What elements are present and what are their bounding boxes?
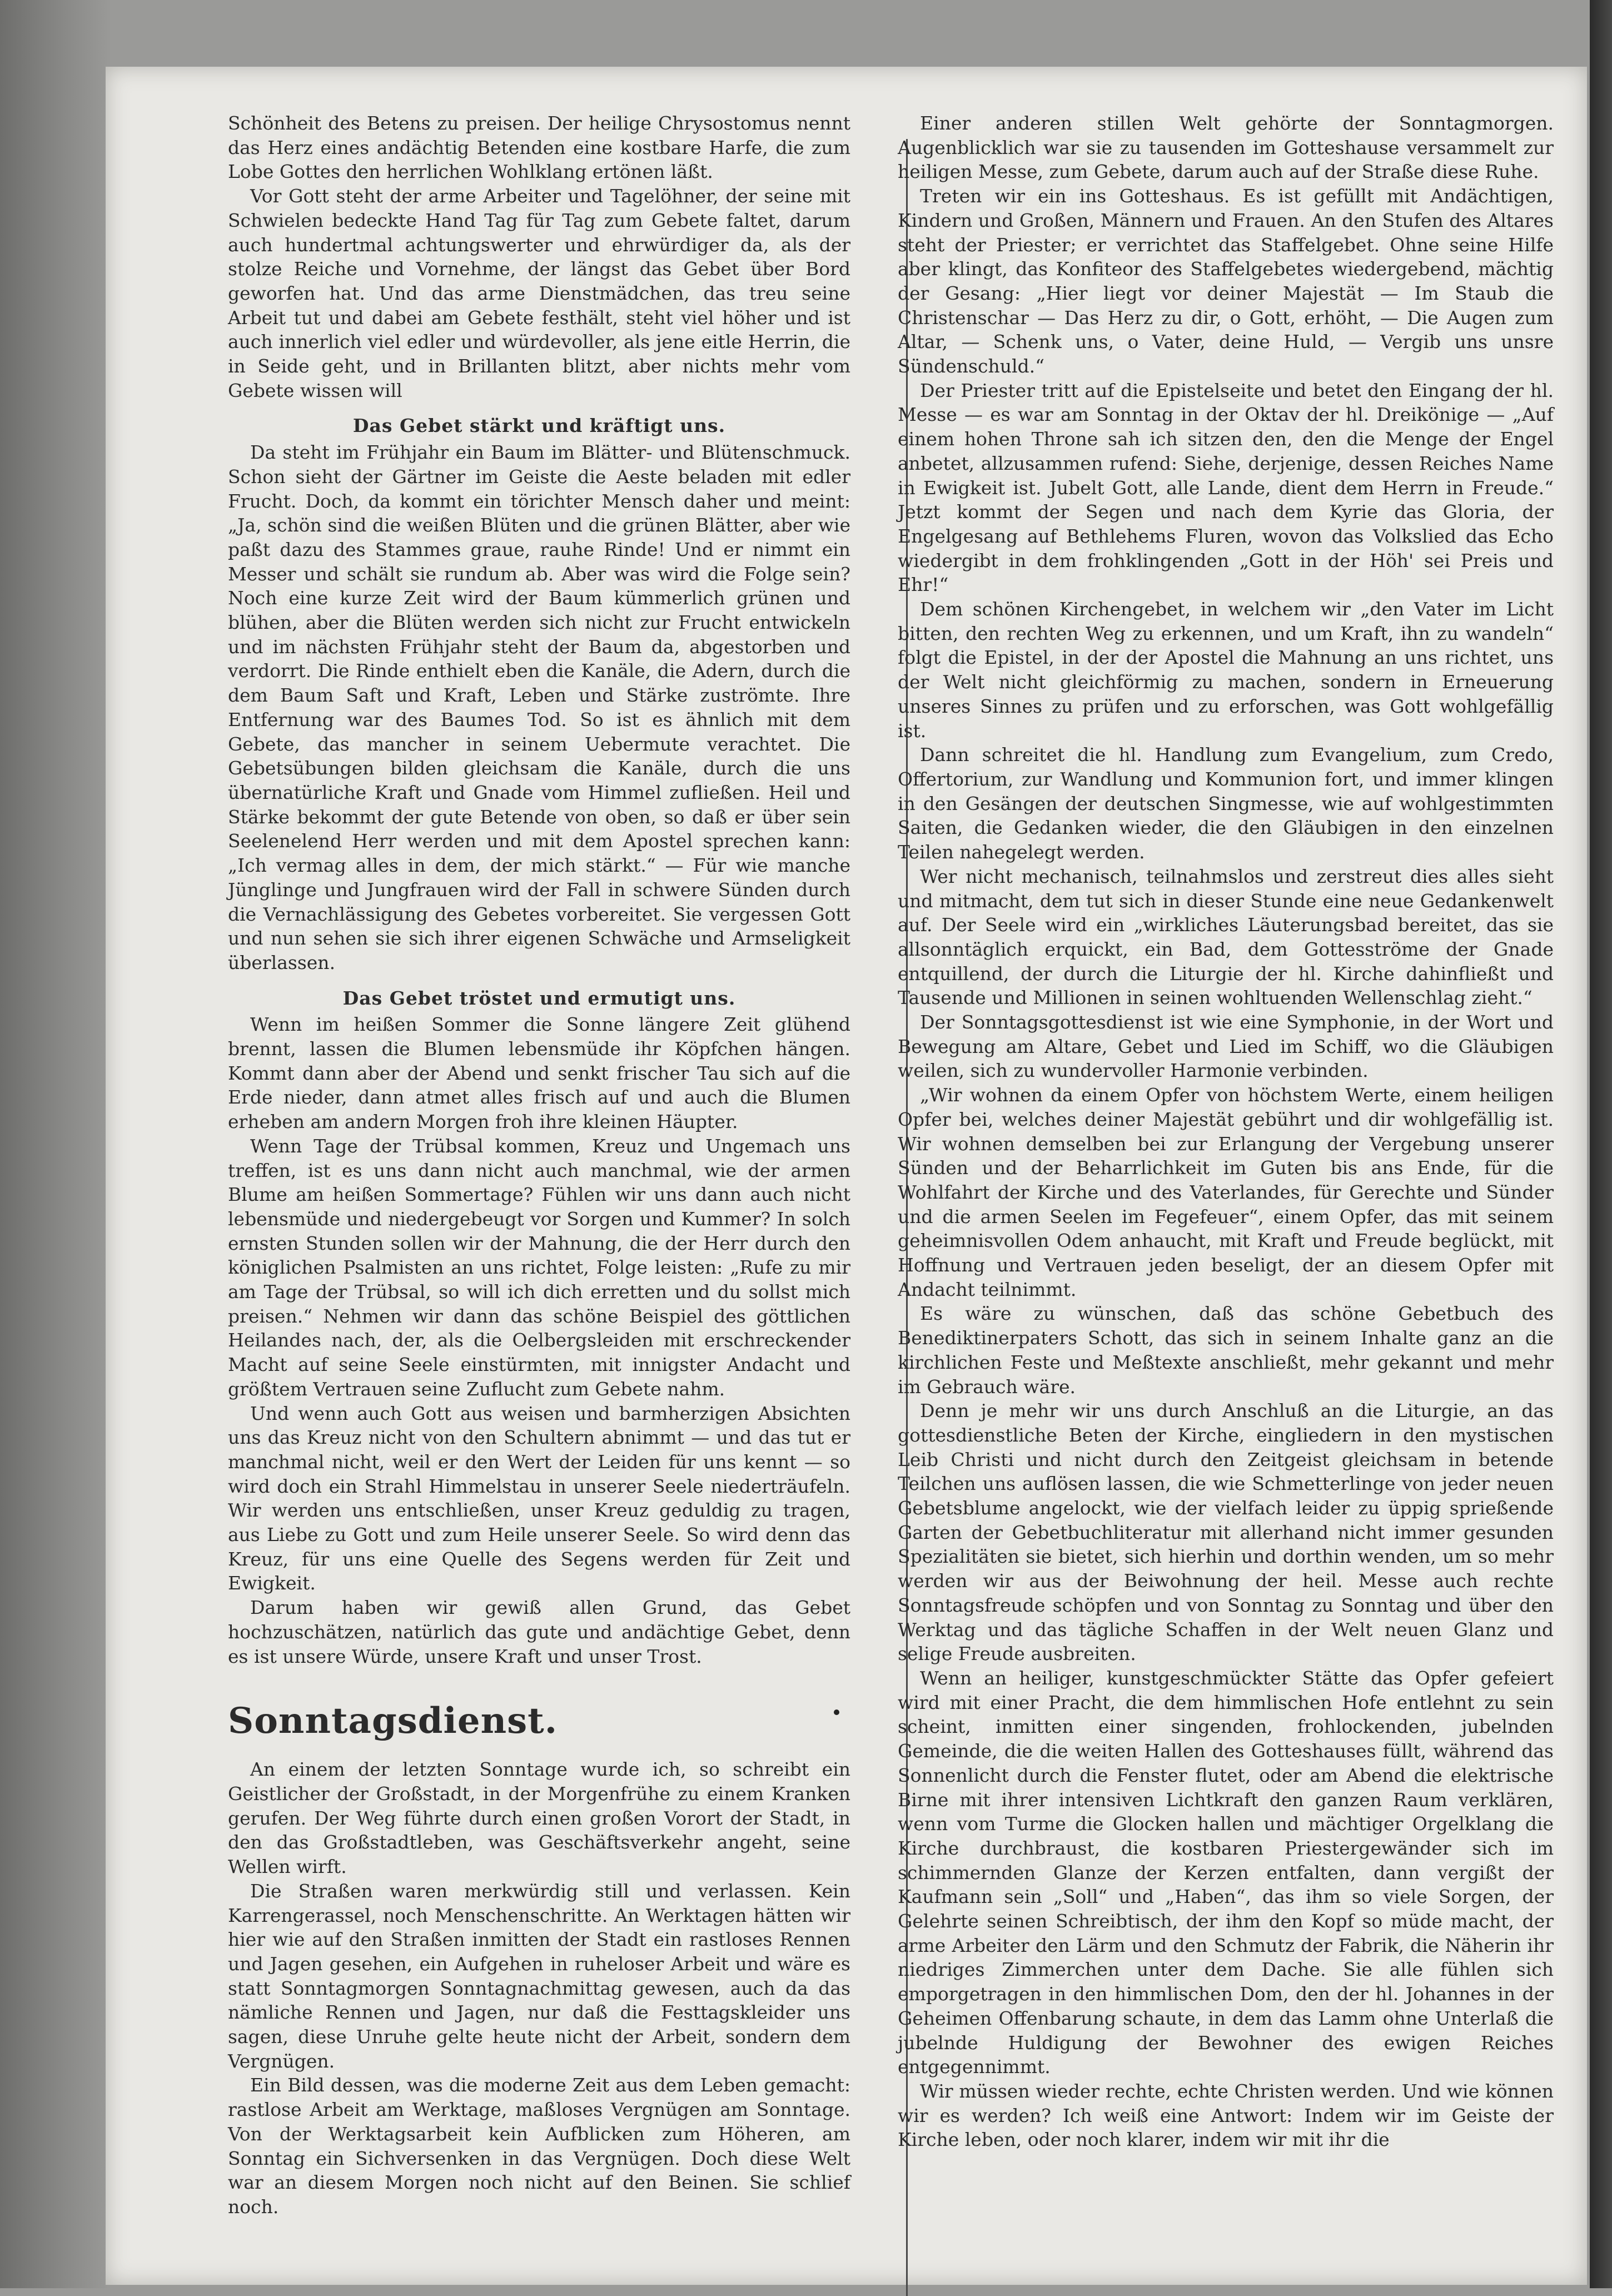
left-column [228,111,850,2219]
paragraph: Dem schönen Kirchengebet, in welchem wir „den Vater im Licht bitten, den rechten Weg zu erkennen, und um Kraft, ihn zu wandeln“ folgt die Epistel, in der der Apostel die Mahnung an uns richtet, uns der Welt nicht gleichförmig zu machen, sondern in Erneuerung unseres Sinnes zu prüfen und zu erforschen, was Gott wohlgefällig ist. [898,598,1554,742]
section-subheading: Das Gebet stärkt und kräftigt uns. [352,415,726,437]
scan-background-right [1590,0,1612,2288]
paragraph: Der Sonntagsgottesdienst ist wie eine Symphonie, in der Wort und Bewegung am Altare, Gebet und Lied im Schiff, wo die Gläubigen weilen, sich zu wundervoller Harmonie verbinden. [898,1011,1554,1082]
paragraph: Denn je mehr wir uns durch Anschluß an die Liturgie, an das gottesdienstliche Beten der Kirche, eingliedern in den mystischen Leib Christi und nicht durch den Zeitgeist gleichsam in betende Teilchen uns auflösen lassen, die wie Schmetterlinge von jeder neuen Gebetsblume angelockt, wie der vielfach leider zu üppig sprießende Garten der Gebetbuchliteratur mit allerhand nicht immer gesunden Spezialitäten sie bietet, sich hierhin und dorthin wenden, um so mehr werden wir aus der Beiwohnung der heil. Messe auch rechte Sonntagsfreude schöpfen und von Sonntag zu Sonntag und über den Werktag und das tägliche Schaffen in der Welt neuen Glanz und selige Freude ausbreiten. [898,1400,1554,1665]
paragraph: Der Priester tritt auf die Epistelseite und betet den Eingang der hl. Messe — es war am Sonntag in der Oktav der hl. Dreikönige — „Auf einem hohen Throne sah ich sitzen den, den die Menge der Engel anbetet, allzusammen rufend: Siehe, derjenige, dessen Reiches Name in Ewigkeit ist. Jubelt Gott, alle Lande, dient dem Herrn in Freude.“ Jetzt kommt der Segen und nach dem Kyrie das Gloria, der Engelgesang auf Bethlehems Fluren, wovon das Volkslied das Echo wiedergibt in dem frohklingenden „Gott in der Höh' sei Preis und Ehr!“ [898,379,1554,596]
paragraph: Wenn Tage der Trübsal kommen, Kreuz und Ungemach uns treffen, ist es uns dann nicht auch manchmal, wie der armen Blume am heißen Sommertage? Fühlen wir uns dann auch nicht lebensmüde und niedergebeugt vor Sorgen und Kummer? In solch ernsten Stunden sollen wir der Mahnung, die der Herr durch den königlichen Psalmisten an uns richtet, Folge leisten: „Rufe zu mir am Tage der Trübsal, so will ich dich erretten und du sollst mich preisen.“ Nehmen wir dann das schöne Beispiel des göttlichen Heilandes nach, der, als die Oelbergsleiden mit erschreckender Macht auf seine Seele einstürmten, mit innigster Andacht und größtem Vertrauen seine Zuflucht zum Gebete nahm. [228,1135,850,1400]
paragraph: Schönheit des Betens zu preisen. Der heilige Chrysostomus nennt das Herz eines andächtig Betenden eine kostbare Harfe, die zum Lobe Gottes den herrlichen Wohlklang ertönen läßt. [228,112,850,183]
paragraph: Einer anderen stillen Welt gehörte der Sonntagmorgen. Augenblicklich war sie zu tausenden im Gotteshause versammelt zur heiligen Messe, zum Gebete, darum auch auf der Straße diese Ruhe. [898,112,1554,183]
paragraph: Darum haben wir gewiß allen Grund, das Gebet hochzuschätzen, natürlich das gute und andächtige Gebet, denn es ist unsere Würde, unsere Kraft und unser Trost. [228,1597,850,1667]
paragraph: Dann schreitet die hl. Handlung zum Evangelium, zum Credo, Offertorium, zur Wandlung und Kommunion fort, und immer klingen in den Gesängen der deutschen Singmesse, wie auf wohlgestimmten Saiten, die Gedanken wieder, die den Gläubigen in den einzelnen Teilen nahegelegt werden. [898,744,1554,863]
paragraph: Vor Gott steht der arme Arbeiter und Tagelöhner, der seine mit Schwielen bedeckte Hand Tag für Tag zum Gebete faltet, darum auch hundertmal achtungswerter und ehrwürdiger da, als der stolze Reiche und Vornehme, der längst das Gebet über Bord geworfen hat. Und das arme Dienstmädchen, das treu seine Arbeit tut und dabei am Gebete festhält, steht viel höher und ist auch innerlich viel edler und würdevoller, als jene eitle Herrin, die in Seide geht, und in Brillanten blitzt, aber nichts mehr vom Gebete wissen will [228,185,850,401]
paragraph: Ein Bild dessen, was die moderne Zeit aus dem Leben gemacht: rastlose Arbeit am Werktage, maßloses Vergnügen am Sonntage. Von der Werktagsarbeit kein Aufblicken zum Höheren, am Sonntag ein Sichversenken in das Vergnügen. Doch diese Welt war an diesem Morgen noch nicht auf den Beinen. Sie schlief noch. [228,2074,850,2218]
paragraph: Und wenn auch Gott aus weisen und barmherzigen Absichten uns das Kreuz nicht von den Schultern abnimmt — und das tut er manchmal nicht, weil er den Wert der Leiden für uns kennt — so wird doch ein Strahl Himmelstau in unserer Seele niederträufeln. Wir werden uns entschließen, unser Kreuz geduldig zu tragen, aus Liebe zu Gott und zum Heile unserer Seele. So wird denn das Kreuz, für uns eine Quelle des Segens werden für Zeit und Ewigkeit. [228,1402,850,1594]
paragraph: Wir müssen wieder rechte, echte Christen werden. Und wie können wir es werden? Ich weiß eine Antwort: Indem wir im Geiste der Kirche leben, oder noch klarer, indem wir mit ihr die [898,2080,1554,2151]
paragraph: Die Straßen waren merkwürdig still und verlassen. Kein Karrengerassel, noch Menschenschritte. An Werktagen hätten wir hier wie auf den Straßen inmitten der Stadt ein rastloses Rennen und Jagen gesehen, ein Aufgehen in ruheloser Arbeit und wäre es statt Sonntagmorgen Sonntagnachmittag gewesen, auch da das nämliche Rennen und Jagen, nur daß die Festtagskleider uns sagen, diese Unruhe gelte heute nicht der Arbeit, sondern dem Vergnügen. [228,1880,850,2072]
paragraph: An einem der letzten Sonntage wurde ich, so schreibt ein Geistlicher der Großstadt, in der Morgenfrühe zu einem Kranken gerufen. Der Weg führte durch einen großen Vorort der Stadt, in den das Großstadtleben, was Geschäftsverkehr angeht, seine Wellen wirft. [228,1758,850,1878]
newspaper-page [106,67,1587,2285]
paragraph: Es wäre zu wünschen, daß das schöne Gebetbuch des Benediktinerpaters Schott, das sich in seinem Inhalte ganz an die kirchlichen Feste und Meßtexte anschließt, mehr gekannt und mehr im Gebrauch wäre. [898,1303,1554,1398]
paragraph: Wenn an heiliger, kunstgeschmückter Stätte das Opfer gefeiert wird mit einer Pracht, die dem himmlischen Hofe entlehnt zu sein scheint, inmitten einer singenden, frohlockenden, jubelnden Gemeinde, die die weiten Hallen des Gotteshauses füllt, während das Sonnenlicht durch die Fenster flutet, oder am Abend die elektrische Birne mit ihrer intensiven Lichtkraft den ganzen Raum verklären, wenn vom Turme die Glocken hallen und mächtiger Orgelklang die Kirche durchbraust, die kostbaren Priestergewänder sich im schimmernden Glanze der Kerzen entfalten, dann vergißt der Kaufmann sein „Soll“ und „Haben“, das ihm so viele Sorgen, der Gelehrte seinen Schreibtisch, der ihm den Kopf so müde macht, der arme Arbeiter den Lärm und den Schmutz der Fabrik, die Näherin ihr niedriges Zimmerchen unter dem Dache. Sie alle fühlen sich emporgetragen in den himmlischen Dom, den der hl. Johannes in der Geheimen Offenbarung schaute, in dem das Lamm ohne Unterlaß die jubelnde Huldigung der Bewohner des ewigen Reiches entgegennimmt. [898,1667,1554,2078]
paragraph: Da steht im Frühjahr ein Baum im Blätter- und Blütenschmuck. Schon sieht der Gärtner im Geiste die Aeste beladen mit edler Frucht. Doch, da kommt ein törichter Mensch daher und meint: „Ja, schön sind die weißen Blüten und die grünen Blätter, aber wie paßt dazu des Stammes graue, rauhe Rinde! Und er nimmt ein Messer und schält sie rundum ab. Aber was wird die Folge sein? Noch eine kurze Zeit wird der Baum kümmerlich grünen und blühen, aber die Blüten werden sich nicht zur Frucht entwickeln und im nächsten Frühjahr steht der Baum da, abgestorben und verdorrt. Die Rinde enthielt eben die Kanäle, die Adern, durch die dem Baum Saft und Kraft, Leben und Stärke zuströmte. Ihre Entfernung war des Baumes Tod. So ist es ähnlich mit dem Gebete, das mancher in seinem Uebermute verachtet. Die Gebetsübungen bilden gleichsam die Kanäle, durch die uns übernatürliche Kraft und Gnade vom Himmel zufließen. Heil und Stärke bekommt der gute Betende von oben, so daß er über sein Seelenelend Herr werden und mit dem Apostel sprechen kann: „Ich vermag alles in dem, der mich stärkt.“ — Für wie manche Jünglinge und Jungfrauen wird der Fall in schwere Sünden durch die Vernachlässigung des Gebetes vorbereitet. Sie vergessen Gott und nun sehen sie sich ihrer eigenen Schwäche und Armseligkeit überlassen. [228,441,850,973]
paragraph: „Wir wohnen da einem Opfer von höchstem Werte, einem heiligen Opfer bei, welches deiner Majestät gebührt und dir wohlgefällig ist. Wir wohnen demselben bei zur Erlangung der Vergebung unserer Sünden und der Beharrlichkeit im Guten bis ans Ende, für die Wohlfahrt der Kirche und des Vaterlandes, für Gerechte und Sünder und die armen Seelen im Fegefeuer“, einem Opfer, das mit seinem geheimnisvollen Odem anhaucht, mit Kraft und Freude beglückt, mit Hoffnung und Vertrauen jeden beseligt, der an diesem Opfer mit Andacht teilnimmt. [898,1084,1554,1300]
right-column [898,111,1554,2152]
paragraph: Wenn im heißen Sommer die Sonne längere Zeit glühend brennt, lassen die Blumen lebensmüde ihr Köpfchen hängen. Kommt dann aber der Abend und senkt frischer Tau sich auf die Erde nieder, dann atmet alles frisch auf und auch die Blumen erheben am andern Morgen froh ihre kleinen Häupter. [228,1013,850,1133]
article-title: Sonntagsdienst. [228,1700,558,1742]
paragraph: Treten wir ein ins Gotteshaus. Es ist gefüllt mit Andächtigen, Kindern und Großen, Männern und Frauen. An den Stufen des Altares steht der Priester; er verrichtet das Staffelgebet. Ohne seine Hilfe aber klingt, das Konfiteor des Staffelgebetes wiedergebend, mächtig der Gesang: „Hier liegt vor deiner Majestät — Im Staub die Christenschar — Das Herz zu dir, o Gott, erhöht, — Die Augen zum Altar, — Schenk uns, o Vater, deine Huld, — Vergib uns unsre Sündenschuld.“ [898,185,1554,377]
section-subheading: Das Gebet tröstet und ermutigt uns. [342,987,736,1009]
article-header [228,1696,850,1746]
scan-background-left [0,0,111,2288]
paragraph: Wer nicht mechanisch, teilnahmslos und zerstreut dies alles sieht und mitmacht, dem tut sich in dieser Stunde eine neue Gedankenwelt auf. Der Seele wird ein „wirkliches Läuterungsbad bereitet, das sie allsonntäglich erquickt, ein Bad, dem Gottesströme der Gnade entquillend, der durch die Liturgie der hl. Kirche dahinfließt und Tausende und Millionen in seinen wohltuenden Wellenschlag zieht.“ [898,865,1554,1009]
